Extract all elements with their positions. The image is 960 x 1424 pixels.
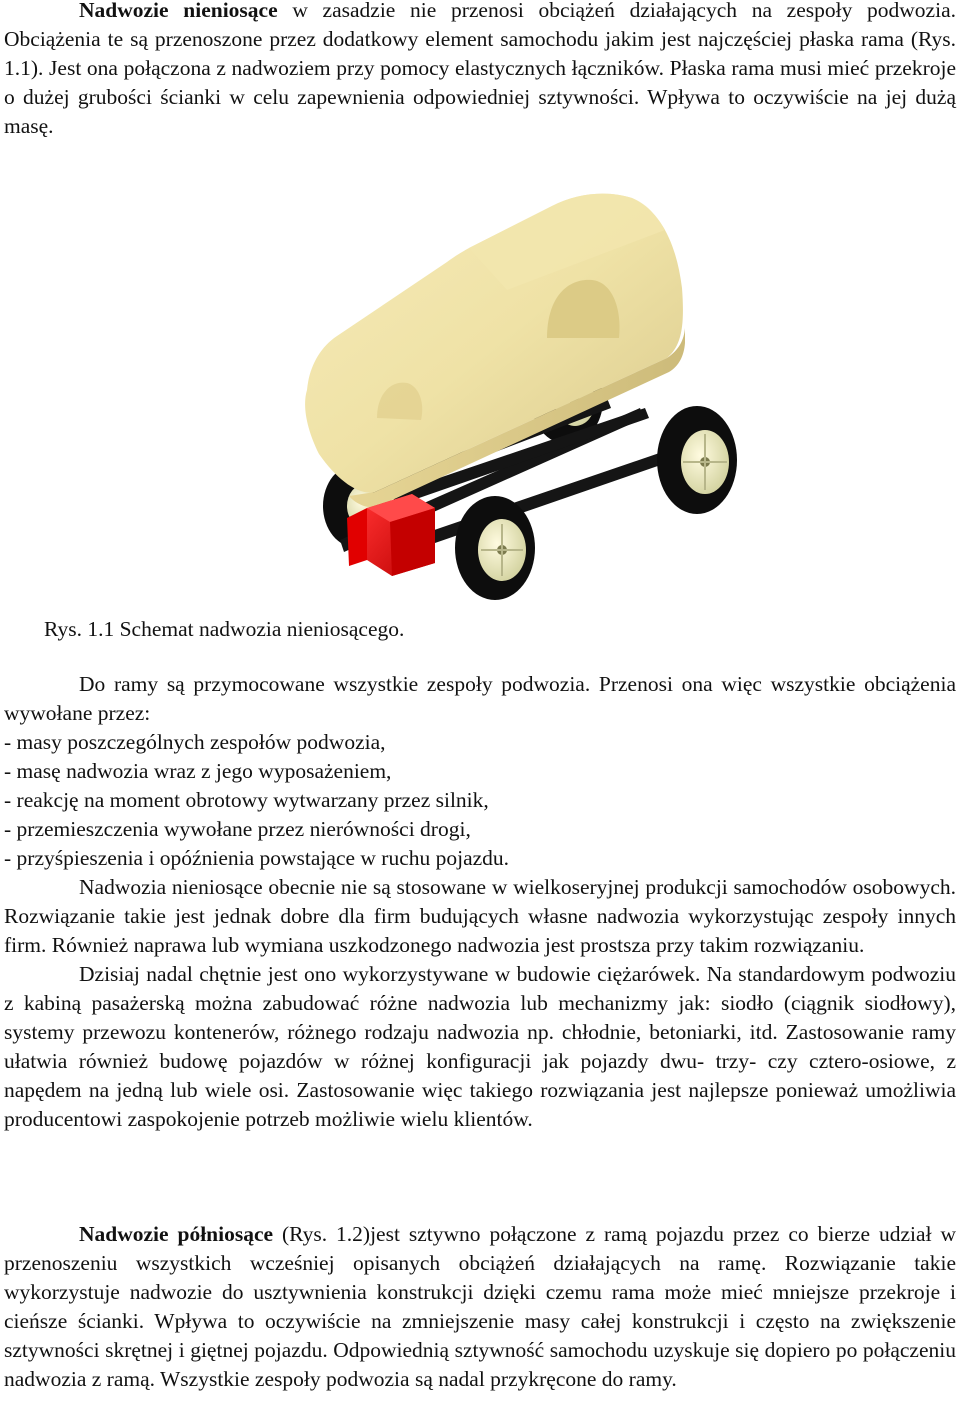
paragraph-semi-load-bearing bbox=[4, 1220, 956, 1394]
paragraph-body: (Rys. 1.2)jest sztywno połączone z ramą pojazdu przez co bierze udział w przenoszeniu wszystkich wcześniej opisanych obciążeń działających na ramę. Rozwiązanie takie wykorzystuje nadwozie do usztywnienia konstrukcji dzięki czemu rama może mieć mniejsze przekroje i cieńsze ścianki. Wpływa to oczywiście na zmniejszenie masy całej konstrukcji i często na zwiększenie sztywności skrętnej i giętnej pojazdu. Odpowiednią sztywność samochodu uzyskuje się dopiero po połączeniu nadwozia z ramą. Wszystkie zespoły podwozia są nadal przykręcone do ramy. bbox=[4, 1222, 956, 1391]
section-frame-loads bbox=[4, 670, 956, 1134]
paragraph-usage: Nadwozia nieniosące obecnie nie są stosowane w wielkoseryjnej produkcji samochodów osobowych. Rozwiązanie takie jest jednak dobre dla firm budujących własne nadwozia wykorzystując zespoły innych firm. Również naprawa lub wymiana uszkodzonego nadwozia jest prostsza przy takim rozwiązaniu. bbox=[4, 875, 956, 957]
paragraph-trucks: Dzisiaj nadal chętnie jest ono wykorzystywane w budowie ciężarówek. Na standardowym podwoziu z kabiną pasażerską można zabudować różne nadwozia lub mechanizmy jak: siodło (ciągnik siodłowy), systemy przewozu kontenerów, różnego rodzaju nadwozia np. chłodnie, betoniarki, itd. Zastosowanie ramy ułatwia również budowę pojazdów w różnej konfiguracji jak pojazdy dwu- trzy- czy cztero-osiowe, z napędem na jedną lub wiele osi. Zastosowanie więc takiego rozwiązania jest najlepsze ponieważ umożliwia producentowi zaspokojenie potrzeb możliwie wielu klientów. bbox=[4, 962, 956, 1131]
figure-caption: Rys. 1.1 Schemat nadwozia nieniosącego. bbox=[44, 617, 405, 641]
paragraph-intro: Do ramy są przymocowane wszystkie zespoły podwozia. Przenosi ona więc wszystkie obciążenia wywołane przez: bbox=[4, 672, 956, 725]
figure-chassis-diagram bbox=[207, 168, 801, 611]
paragraph-body: w zasadzie nie przenosi obciążeń działających na zespoły podwozia. Obciążenia te są przenoszone przez dodatkowy element samochodu jakim jest najczęściej płaska rama (Rys. 1.1). Jest ona połączona z nadwoziem przy pomocy elastycznych łączników. Płaska rama musi mieć przekroje o dużej grubości ścianki w celu zapewnienia odpowiedniej sztywności. Wpływa to oczywiście na jej dużą masę. bbox=[4, 0, 956, 138]
paragraph-body-on-frame bbox=[4, 0, 956, 141]
paragraph-text bbox=[4, 1220, 956, 1394]
paragraph-text bbox=[4, 0, 956, 141]
list-item: - przyśpieszenia i opóźnienia powstające w ruchu pojazdu. bbox=[4, 846, 510, 870]
term-bold: Nadwozie półniosące bbox=[79, 1222, 274, 1246]
list-item: - masę nadwozia wraz z jego wyposażeniem, bbox=[4, 759, 392, 783]
list-item: - masy poszczególnych zespołów podwozia, bbox=[4, 730, 386, 754]
term-bold: Nadwozie nieniosące bbox=[79, 0, 278, 22]
list-item: - reakcję na moment obrotowy wytwarzany przez silnik, bbox=[4, 788, 489, 812]
chassis-illustration bbox=[207, 168, 801, 611]
front-right-wheel bbox=[657, 406, 737, 514]
front-left-wheel bbox=[455, 496, 535, 600]
list-item: - przemieszczenia wywołane przez nierówności drogi, bbox=[4, 817, 471, 841]
